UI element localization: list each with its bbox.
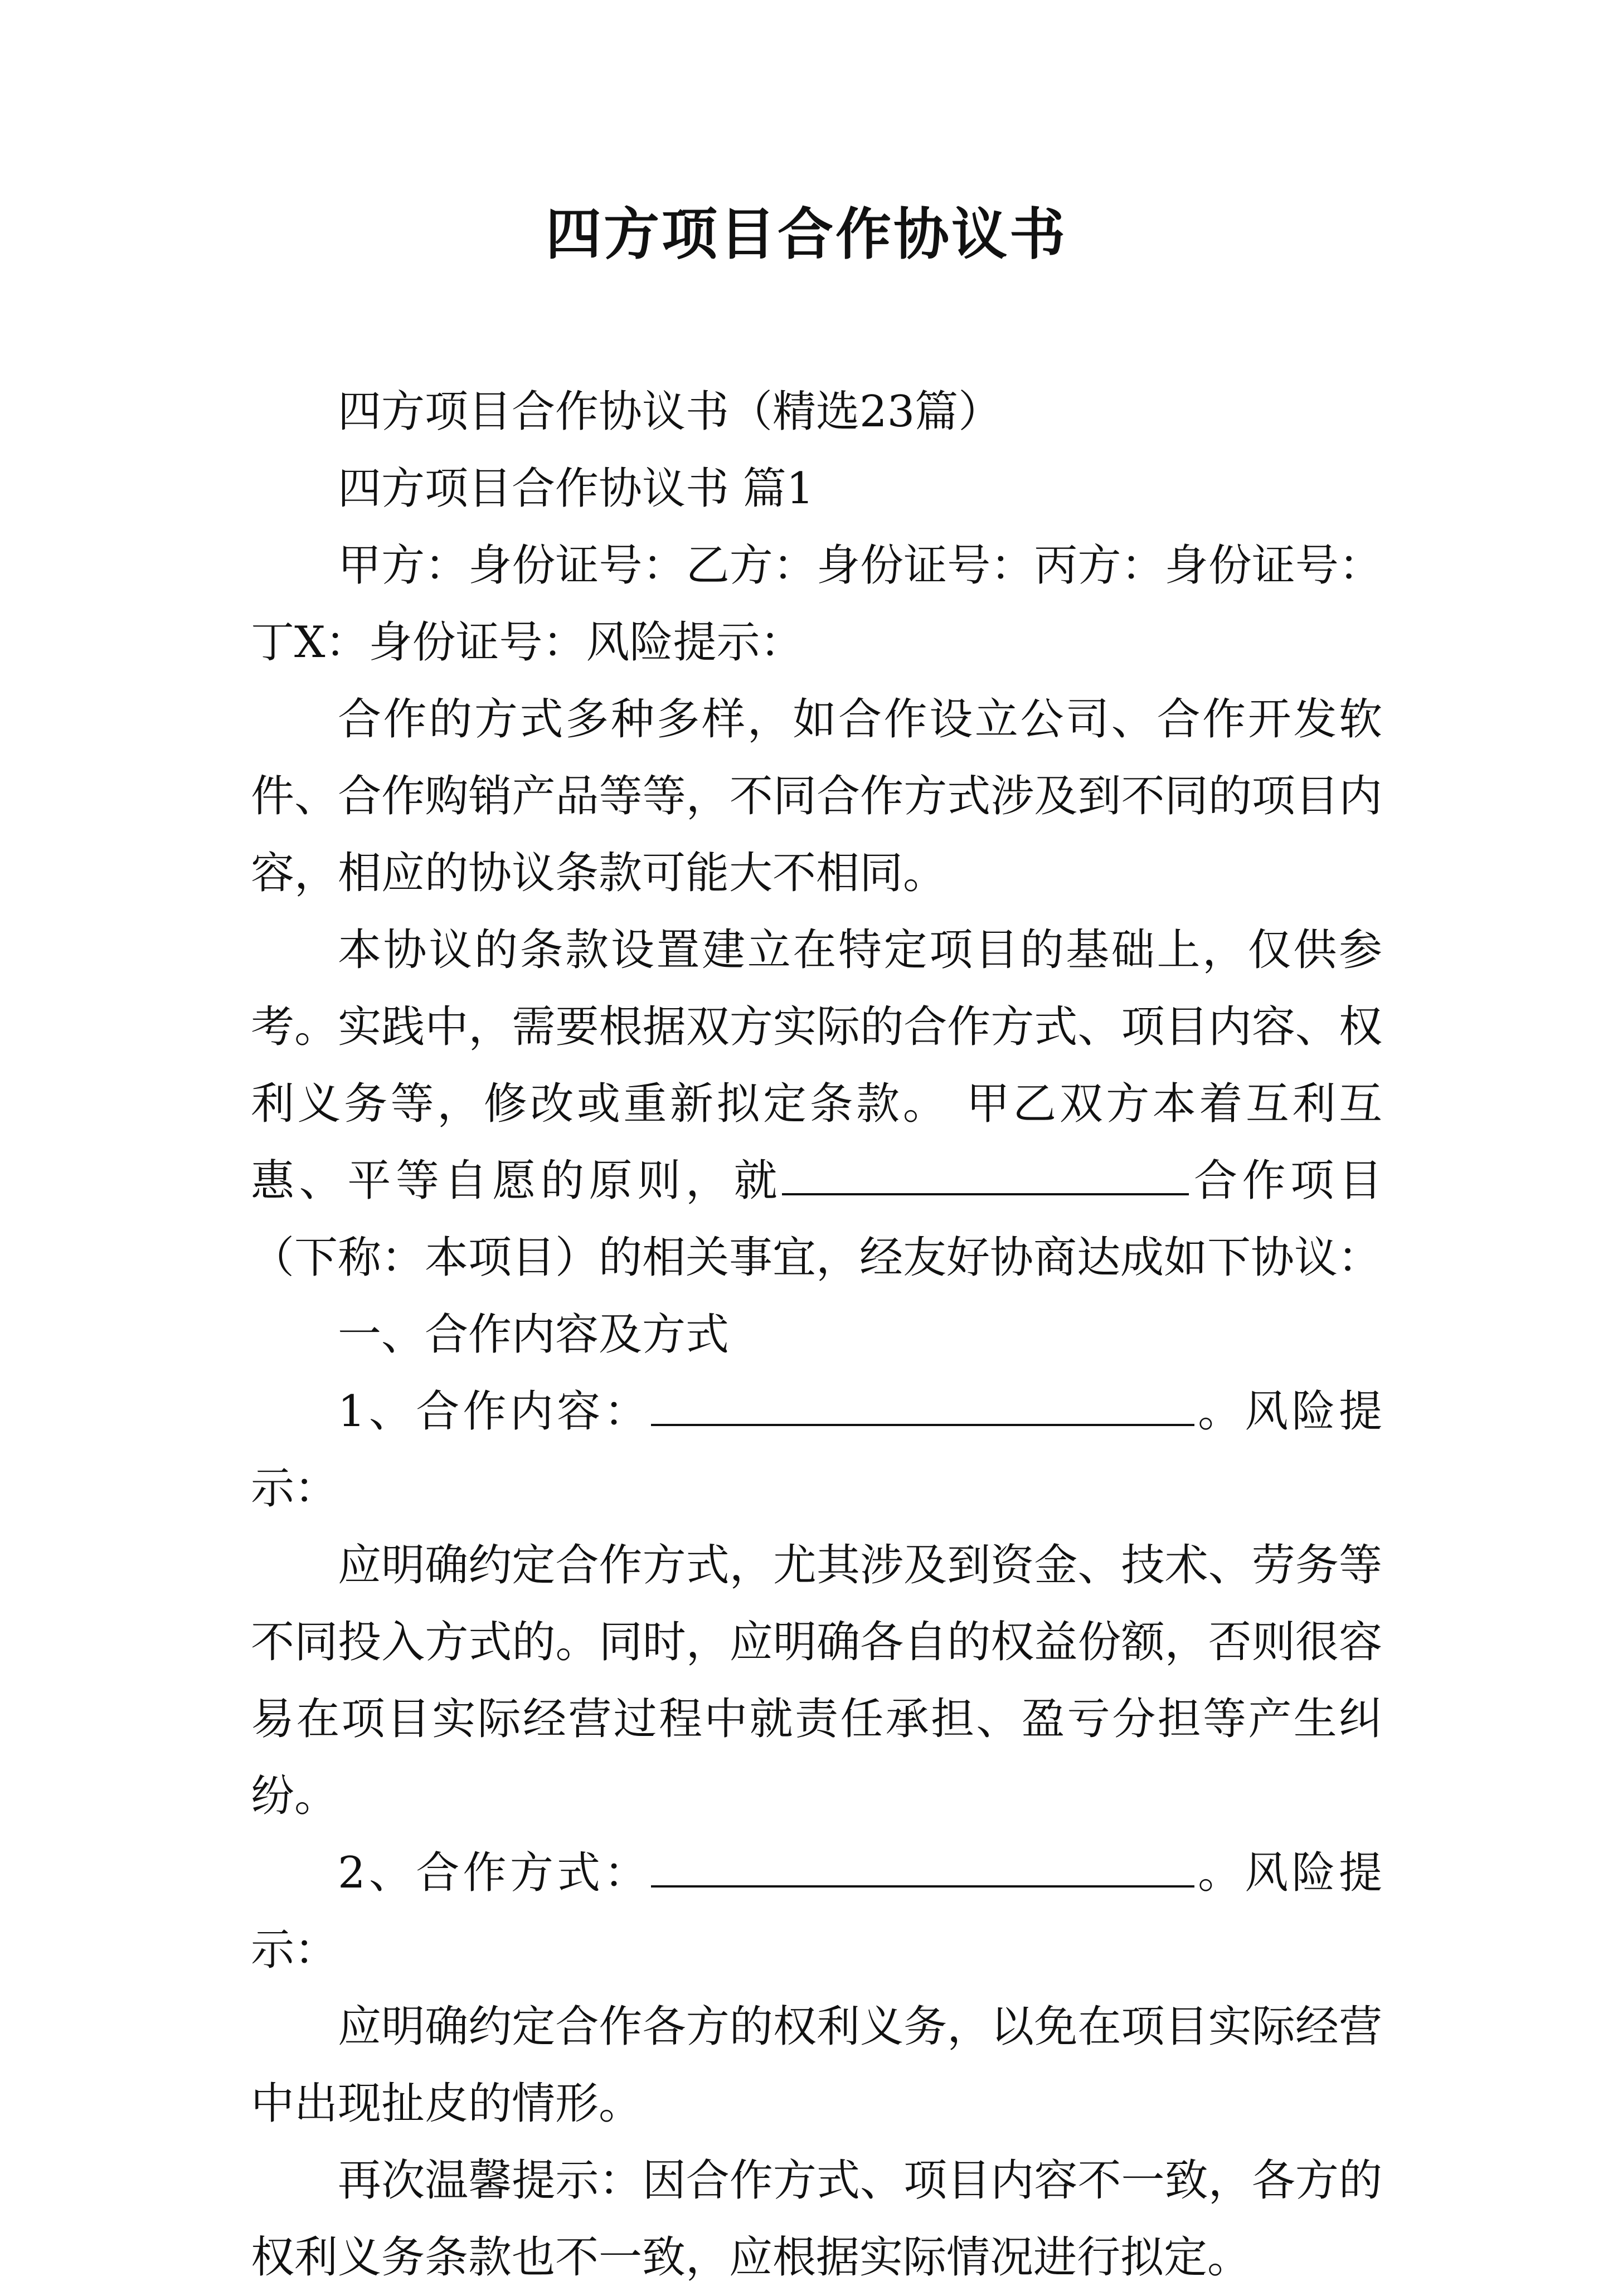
item1-paragraph [251, 1373, 1382, 1527]
item1-tail: 。风险提示： [251, 1387, 1382, 1514]
item2-label: 2、合作方式： [338, 1848, 651, 1898]
item1-label: 1、合作内容： [338, 1387, 651, 1437]
project-name-blank [782, 1154, 1189, 1195]
item1-blank [651, 1385, 1194, 1426]
reminder-paragraph: 再次温馨提示：因合作方式、项目内容不一致，各方的权利义务条款也不一致，应根据实际情况进行拟定。 [251, 2156, 1382, 2283]
parties-paragraph: 甲方：身份证号：乙方：身份证号：丙方：身份证号：丁X：身份证号：风险提示： [251, 541, 1382, 668]
document-body [251, 373, 1382, 2296]
item2-paragraph [251, 1835, 1382, 1988]
methods-paragraph: 合作的方式多种多样，如合作设立公司、合作开发软件、合作购销产品等等，不同合作方式涉及到不同的项目内容，相应的协议条款可能大不相同。 [251, 694, 1382, 898]
basis-paragraph [251, 912, 1382, 1296]
basis-text-before: 本协议的条款设置建立在特定项目的基础上，仅供参考。实践中，需要根据双方实际的合作方式、项目内容、权利义务等，修改或重新拟定条款。 甲乙双方本着互利互惠、平等自愿的原则，就 [251, 925, 1382, 1206]
item2-tail: 。风险提示： [251, 1848, 1382, 1975]
subtitle: 四方项目合作协议书（精选23篇） [338, 387, 1002, 437]
item1-note: 应明确约定合作方式，尤其涉及到资金、技术、劳务等不同投入方式的。同时，应明确各自的权益份额，否则很容易在项目实际经营过程中就责任承担、盈亏分担等产生纠纷。 [251, 1540, 1382, 1821]
document-title: 四方项目合作协议书 [546, 201, 1067, 267]
item2-blank [651, 1846, 1194, 1888]
basis-text-after: 合作项目（下称：本项目）的相关事宜，经友好协商达成如下协议： [251, 1156, 1382, 1283]
section-heading: 四方项目合作协议书 篇1 [338, 464, 814, 514]
section-one-heading: 一、合作内容及方式 [338, 1310, 730, 1360]
item2-note: 应明确约定合作各方的权利义务，以免在项目实际经营中出现扯皮的情形。 [251, 2002, 1382, 2129]
